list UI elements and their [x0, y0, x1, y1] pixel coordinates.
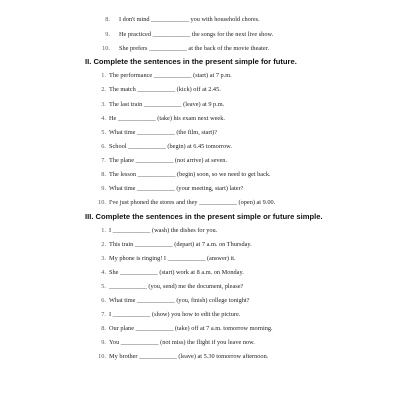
section-heading: III. Complete the sentences in the present simple or future simple.	[85, 212, 323, 221]
worksheet-page: 8. I don't mind ____________ you with household chores. 9. He practiced ____________ the songs for the next live show. 10. She prefers ____________ at the back of the movie theater. II. Complete the sentences in the present simple for future. 1. The performance ____________ (start) at 7 p.m. 2. The match ____________ (kick) off at 2.45. 3. The last train ____________ (leave) at 9 p.m. 4. He ____________ (take) his exam next week. 5. What time ____________ (the film, start)? 6. School ____________ (begin) at 6.45 tomorrow. 7. The plane ____________ (not arrive) at seven. 8. The lesson ____________ (begin) soon, so we need to get back. 9. What time ____________ (your meeting, start) later? 10. I've just phoned the stores and they ____________ (open) at 9.00. III. Complete the sentences in the present simple or future simple. 1. I ____________ (wash) the dishes for you. 2. This train ____________ (depart) at 7 a.m. on Thursday. 3. My phone is ringing! I ____________ (answer) it. 4. She ____________ (start) work at 8 a.m. on Monday. 5. ____________ (you, send) me the document, please? 6. What time ____________ (you, finish) college tonight? 7. I ____________ (show) you how to edit the picture. 8. Our plane ____________ (take) off at 7 a.m. tomorrow morning. 9. You ____________ (not miss) the flight if you leave now. 10. My brother ____________ (leave) at 5.30 tomorrow afternoon.	[0, 0, 400, 400]
section-heading: II. Complete the sentences in the present simple for future.	[85, 57, 297, 66]
